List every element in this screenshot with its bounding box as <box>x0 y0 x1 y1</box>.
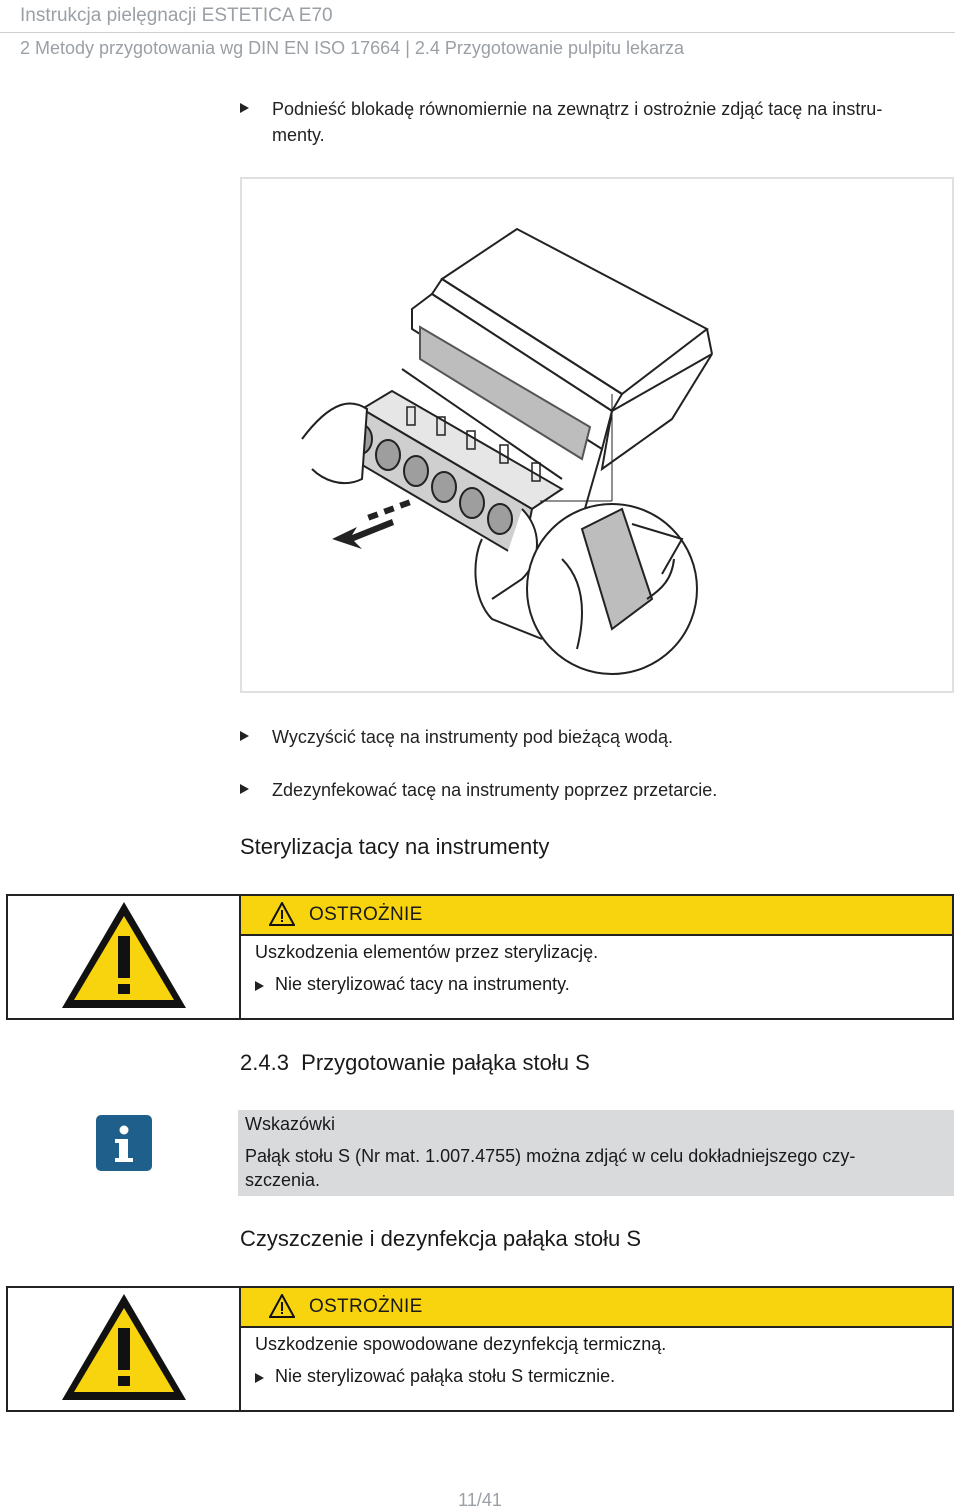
caution-header <box>239 896 952 936</box>
material-number: Nr mat. 1.007.4755 <box>361 1146 516 1166</box>
caution-label: OSTROŻNIE <box>309 904 423 925</box>
bullet-arrow-icon <box>240 103 249 113</box>
warning-triangle-icon <box>8 1288 239 1410</box>
caution-action-text: Nie sterylizować tacy na instrumenty. <box>275 974 570 994</box>
subsection-title: Przygotowanie pałąka stołu S <box>301 1050 590 1075</box>
caution-body <box>239 1328 952 1410</box>
bullet-arrow-icon <box>240 731 249 741</box>
info-icon <box>96 1115 152 1171</box>
illustration-frame <box>240 177 954 693</box>
note-text: szczenia. <box>245 1170 321 1190</box>
caution-label: OSTROŻNIE <box>309 1296 423 1317</box>
warning-triangle-icon <box>269 1294 295 1318</box>
step-text-line2: menty. <box>272 125 325 145</box>
section-heading: Czyszczenie i dezynfekcja pałąka stołu S <box>240 1226 642 1251</box>
page-number: 11/41 <box>458 1490 502 1510</box>
note-text: Pałąk stołu S ( <box>245 1146 362 1166</box>
subsection-number: 2.4.3 <box>240 1050 289 1075</box>
caution-body <box>239 936 952 1018</box>
warning-triangle-icon <box>269 902 295 926</box>
header-divider <box>0 32 955 33</box>
note-box <box>238 1110 954 1196</box>
step-text: Zdezynfekować tacę na instrumenty poprzez przetarcie. <box>272 780 718 800</box>
bullet-arrow-icon <box>240 784 249 794</box>
caution-box <box>6 1286 954 1412</box>
note-title: Wskazówki <box>245 1114 336 1134</box>
step-text-line1: Podnieść blokadę równomiernie na zewnątrz i ostrożnie zdjąć tacę na instru- <box>272 99 883 119</box>
subsection-heading <box>240 1050 590 1076</box>
tray-removal-illustration <box>242 179 952 691</box>
step-item <box>240 777 940 803</box>
note-text: ) można zdjąć w celu dokładniejszego czy- <box>515 1146 856 1166</box>
note-body <box>245 1144 935 1192</box>
caution-action-text: Nie sterylizować pałąka stołu S termicznie. <box>275 1366 616 1386</box>
step-item <box>240 724 940 750</box>
step-item <box>240 96 940 152</box>
bullet-arrow-icon <box>255 1373 264 1383</box>
bullet-arrow-icon <box>255 981 264 991</box>
section-heading: Sterylizacja tacy na instrumenty <box>240 834 550 859</box>
step-text: Wyczyścić tacę na instrumenty pod bieżącą wodą. <box>272 727 674 747</box>
breadcrumb: 2 Metody przygotowania wg DIN EN ISO 17664 | 2.4 Przygotowanie pulpitu lekarza <box>20 38 685 58</box>
document-title: Instrukcja pielęgnacji ESTETICA E70 <box>20 5 333 26</box>
caution-box <box>6 894 954 1020</box>
caution-description: Uszkodzenia elementów przez sterylizację. <box>255 942 599 962</box>
caution-header <box>239 1288 952 1328</box>
caution-description: Uszkodzenie spowodowane dezynfekcją termiczną. <box>255 1334 667 1354</box>
warning-triangle-icon <box>8 896 239 1018</box>
